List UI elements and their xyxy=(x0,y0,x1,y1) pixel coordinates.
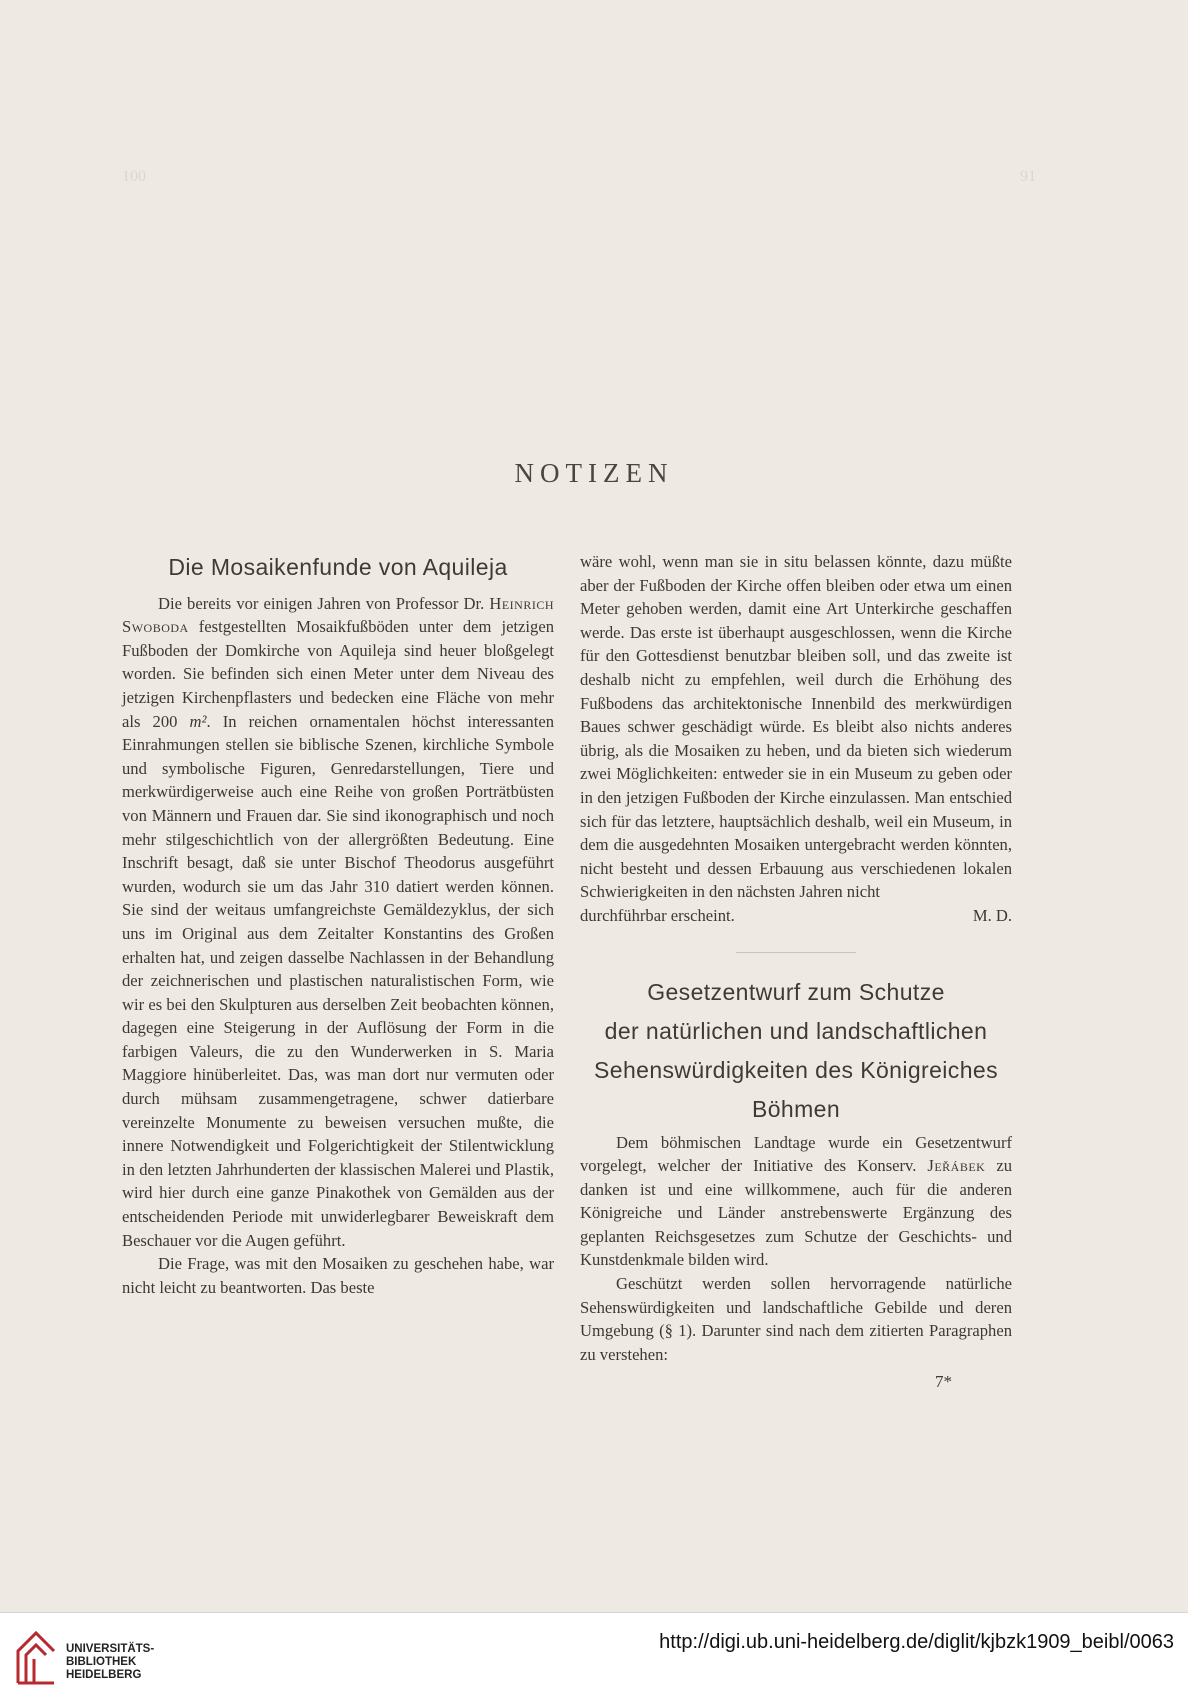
ub-heidelberg-logo-icon[interactable] xyxy=(14,1627,58,1687)
bleed-page-number-left: 100 xyxy=(122,168,146,185)
section-heading: NOTIZEN xyxy=(514,458,674,488)
author-name: Heinrich Swoboda xyxy=(122,593,554,637)
bleed-page-number-right: 91 xyxy=(1020,168,1036,185)
left-column xyxy=(122,552,554,1299)
article1-signature: M. D. xyxy=(972,905,1012,925)
article-separator xyxy=(736,952,856,953)
article2-title: Gesetzentwurf zum Schutze der natürlichen und landschaftlichen Sehenswürdigkeiten des Königreiches Böhmen xyxy=(594,978,998,1122)
article2-paragraph-1: Dem böhmischen Landtage wurde ein Gesetzentwurf vorgelegt, welcher der Initiative des Konserv. Jeřábek zu danken ist und eine willkommene, auch für die anderen Königreiche und Länder anstrebenswerte Ergänzung des geplanten Reichsgesetzes zum Schutze der Geschichts- und Kunstdenkmale bilden wird. xyxy=(580,1132,1012,1270)
article1-paragraph-1: Die bereits vor einigen Jahren von Professor Dr. Heinrich Swoboda festgestellten Mosaikfußböden unter dem jetzigen Fußboden der Domkirche von Aquileja sind heuer bloßgelegt worden. Sie befinden sich einen Meter unter dem Niveau des jetzigen Kirchenpflasters und bedecken eine Fläche von mehr als 200 m². In reichen ornamentalen höchst interessanten Einrahmungen stellen sie biblische Szenen, kirchliche Symbole und symbolische Figuren, Genredarstellungen, Tiere und merkwürdigerweise auch eine Reihe von großen Porträtbüsten von Männern und Frauen dar. Sie sind ikonographisch und noch mehr stilgeschichtlich von der allergrößten Bedeutung. Eine Inschrift besagt, daß sie unter Bischof Theodorus ausgeführt wurden, wodurch sie um das Jahr 310 datiert werden können. Sie sind der weitaus umfangreichste Gemäldezyklus, der sich uns im Original aus dem Zeitalter Konstantins des Großen erhalten hat, und zeigen dasselbe Nachlassen in der Behandlung der zeichnerischen und plastischen naturalistischen Form, wie wir es bei den Skulpturen aus derselben Zeit beobachten können, dagegen eine Steigerung in der Auflösung der Form in die farbigen Valeurs, die zu den Wunderwerken in S. Maria Maggiore hinüberleitet. Das, was man dort nur vermuten oder durch mühsam zusammengetragene, schwer datierbare vereinzelte Monumente zu beweisen versuchen mußte, die innere Notwendigkeit und Folgerichtigkeit der Stilentwicklung in den letzten Jahrhunderten der klassischen Malerei und Plastik, wird hier durch eine ganze Pinakothek von Gemälden aus der entscheidenden Periode mit unwiderlegbarer Beweiskraft dem Beschauer vor die Augen geführt. xyxy=(122,593,554,1250)
digitization-footer xyxy=(0,1612,1188,1700)
library-name: UNIVERSITÄTS- BIBLIOTHEK HEIDELBERG xyxy=(66,1643,155,1681)
article2-paragraph-2: Geschützt werden sollen hervorragende natürliche Sehenswürdigkeiten und landschaftliche Gebilde und deren Umgebung (§ 1). Darunter sind nach dem zitierten Paragraphen zu verstehen: xyxy=(580,1274,1012,1364)
right-column xyxy=(580,550,1012,1394)
page-number: 7* xyxy=(935,1372,952,1392)
permalink-url[interactable]: http://digi.ub.uni-heidelberg.de/diglit/kjbzk1909_beibl/0063 xyxy=(659,1631,1174,1653)
article1-title: Die Mosaikenfunde von Aquileja xyxy=(168,554,508,580)
article1-closing-line: durchführbar erscheint. M. D. xyxy=(580,904,1012,928)
article1-paragraph-3: wäre wohl, wenn man sie in situ belassen könnte, dazu müßte aber der Fußboden der Kirche offen bleiben oder etwa um einen Meter gehoben werden, damit eine Art Unterkirche geschaffen werde. Das erste ist überhaupt ausgeschlossen, wenn die Kirche für den Gottesdienst benutzbar bleiben soll, und das zweite ist deshalb nicht zu empfehlen, weil durch die Erhöhung des Fußbodens das architektonische Innenbild des merkwürdigen Baues schwer geschädigt würde. Es bleibt also nichts anderes übrig, als die Mosaiken zu heben, und da bieten sich wiederum zwei Möglichkeiten: entweder sie in ein Museum zu geben oder in den jetzigen Fußboden der Kirche einzulassen. Man entschied sich für das letztere, hauptsächlich deshalb, weil ein Museum, in dem die ausgedehnten Mosaiken untergebracht werden könnten, nicht besteht und dessen Erbauung aus verschiedenen lokalen Schwierigkeiten in den nächsten Jahren nicht xyxy=(580,552,1012,902)
conservator-name: Jeřábek xyxy=(927,1156,986,1176)
article1-paragraph-2: Die Frage, was mit den Mosaiken zu geschehen habe, war nicht leicht zu beantworten. Das beste xyxy=(122,1254,554,1297)
